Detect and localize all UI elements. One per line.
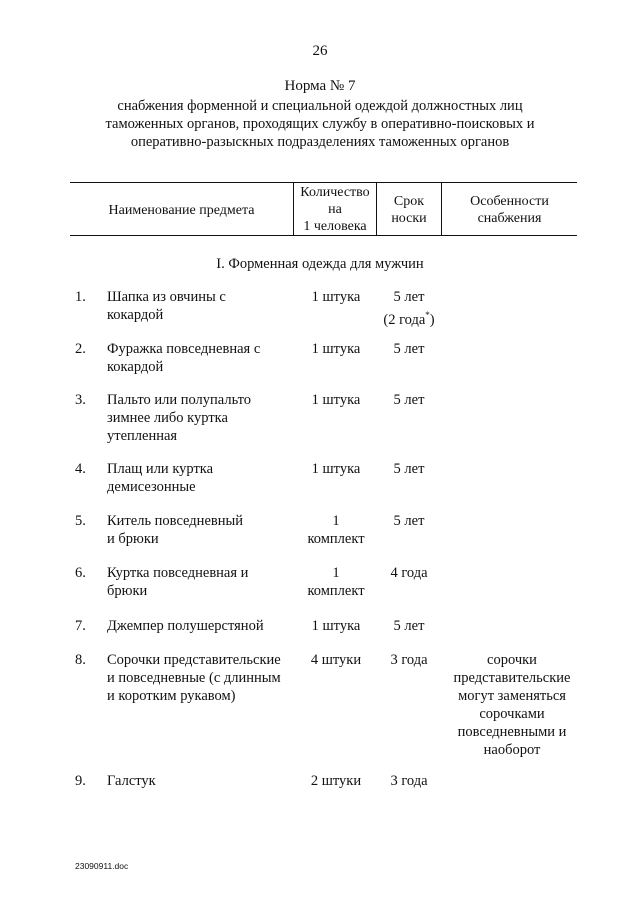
item-name-line: демисезонные [107, 479, 196, 495]
item-term-line: 3 года [390, 652, 428, 668]
row-number: 3. [75, 392, 86, 408]
item-supply-features [442, 651, 582, 759]
item-name [107, 564, 297, 600]
header-quantity [294, 184, 376, 235]
document-subtitle [80, 97, 560, 151]
item-quantity [296, 391, 376, 409]
header-item-name: Наименование предмета [108, 203, 255, 218]
item-term-line: 4 года [390, 565, 428, 581]
item-name-line: и повседневные (с длинным [107, 670, 281, 686]
subtitle-line: оперативно-разыскных подразделениях таможенных органов [130, 134, 510, 150]
item-name-line: Фуражка повседневная с [107, 341, 261, 357]
item-name [107, 772, 297, 790]
item-wear-term [372, 340, 446, 358]
item-name-line: и брюки [107, 531, 159, 547]
item-features-line: представительские [453, 670, 571, 686]
row-number: 1. [75, 289, 86, 305]
item-quantity-line: комплект [307, 583, 365, 599]
item-features-line: наоборот [483, 742, 541, 758]
item-features-line: сорочки [487, 652, 537, 668]
term-note-close: ) [429, 311, 435, 328]
item-wear-term [372, 651, 446, 669]
item-term-line: 5 лет [393, 618, 425, 634]
section-title: I. Форменная одежда для мужчин [216, 256, 424, 272]
item-term-line: 5 лет [393, 513, 425, 529]
subtitle-line: таможенных органов, проходящих службу в оперативно-поисковых и [105, 116, 535, 132]
item-term-line: 5 лет [393, 392, 425, 408]
header-quantity-line: на [328, 202, 342, 217]
header-quantity-line: 1 человека [303, 219, 367, 234]
item-quantity [296, 772, 376, 790]
item-wear-term [372, 391, 446, 409]
item-quantity [296, 564, 376, 600]
row-number: 5. [75, 513, 86, 529]
item-quantity-line: 1 штука [311, 392, 361, 408]
page-number: 26 [312, 43, 328, 59]
item-name-line: утепленная [107, 428, 178, 444]
item-wear-term [372, 772, 446, 790]
item-quantity [296, 617, 376, 635]
item-name [107, 460, 297, 496]
item-name-line: Китель повседневный [107, 513, 243, 529]
item-quantity-line: 1 штука [311, 289, 361, 305]
item-quantity-line: 1 [332, 565, 340, 581]
item-features-line: сорочками [479, 706, 545, 722]
header-wear-term [377, 193, 441, 227]
item-quantity-line: 1 штука [311, 341, 361, 357]
item-term-line: 5 лет [393, 289, 425, 305]
item-term-line: 5 лет [393, 461, 425, 477]
header-supply-features [442, 193, 577, 227]
header-term-line: носки [391, 211, 427, 226]
item-name-line: Пальто или полупальто [107, 392, 252, 408]
footer-filename: 23090911.doc [75, 861, 129, 871]
item-name-line: зимнее либо куртка [107, 410, 228, 426]
item-name [107, 340, 297, 376]
item-name-line: и коротким рукавом) [107, 688, 236, 704]
item-quantity [296, 651, 376, 669]
item-name [107, 512, 297, 548]
document-title: Норма № 7 [284, 78, 356, 94]
item-quantity-line: 2 штуки [310, 773, 362, 789]
item-name-line: кокардой [107, 307, 164, 323]
row-number: 6. [75, 565, 86, 581]
subtitle-line: снабжения форменной и специальной одеждой должностных лиц [117, 98, 523, 114]
header-quantity-line: Количество [300, 185, 370, 200]
item-wear-term [372, 564, 446, 582]
item-features-line: могут заменяться [458, 688, 566, 704]
item-name [107, 391, 297, 445]
item-features-line: повседневными и [457, 724, 567, 740]
item-term-note [372, 306, 446, 329]
item-name [107, 617, 297, 635]
item-quantity-line: 4 штуки [310, 652, 362, 668]
item-quantity-line: 1 штука [311, 618, 361, 634]
item-name-line: брюки [107, 583, 148, 599]
item-term-line: 5 лет [393, 341, 425, 357]
item-name [107, 651, 297, 705]
item-name-line: Шапка из овчины с [107, 289, 226, 305]
item-wear-term [372, 288, 446, 329]
footnote-mark: * [425, 310, 430, 320]
item-name-line: Плащ или куртка [107, 461, 214, 477]
row-number: 4. [75, 461, 86, 477]
header-features-line: снабжения [477, 211, 542, 226]
item-quantity-line: 1 [332, 513, 340, 529]
item-quantity-line: 1 штука [311, 461, 361, 477]
item-wear-term [372, 617, 446, 635]
item-name-line: Галстук [107, 773, 156, 789]
item-quantity-line: комплект [307, 531, 365, 547]
item-wear-term [372, 460, 446, 478]
row-number: 2. [75, 341, 86, 357]
item-name-line: Куртка повседневная и [107, 565, 249, 581]
table-top-rule [70, 182, 577, 183]
item-quantity [296, 340, 376, 358]
table-header-bottom-rule [70, 235, 577, 236]
header-features-line: Особенности [470, 194, 549, 209]
item-term-line: 3 года [390, 773, 428, 789]
item-quantity [296, 512, 376, 548]
item-name-line: Джемпер полушерстяной [107, 618, 264, 634]
row-number: 8. [75, 652, 86, 668]
item-wear-term [372, 512, 446, 530]
item-quantity [296, 460, 376, 478]
item-name [107, 288, 297, 324]
item-name-line: Сорочки представительские [107, 652, 281, 668]
item-quantity [296, 288, 376, 306]
row-number: 9. [75, 773, 86, 789]
header-term-line: Срок [393, 194, 425, 209]
item-name-line: кокардой [107, 359, 164, 375]
term-note-text: (2 года [383, 311, 426, 328]
row-number: 7. [75, 618, 86, 634]
